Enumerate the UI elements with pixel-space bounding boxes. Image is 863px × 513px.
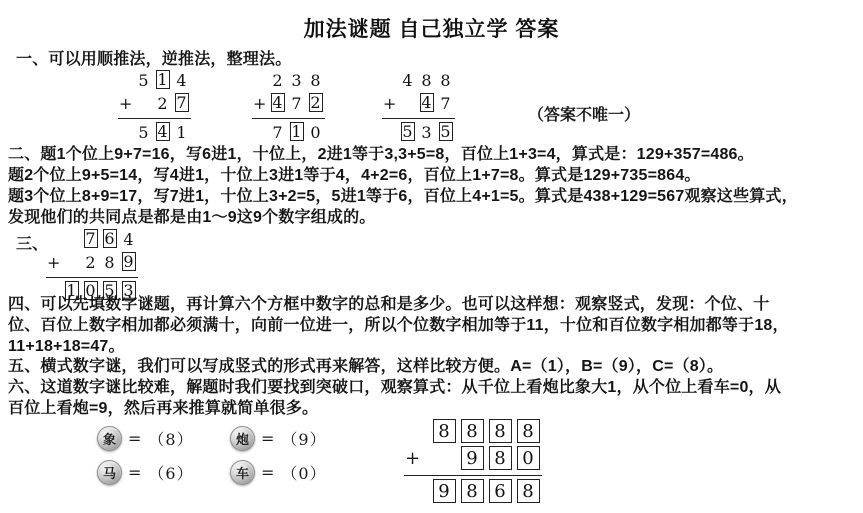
- boxed-digit: 0: [517, 446, 540, 470]
- digit: 3: [421, 123, 432, 142]
- piece-row-pao: [230, 426, 327, 451]
- page-title: 加法谜题 自己独立学 答案: [303, 18, 560, 41]
- boxed-digit: 2: [310, 93, 321, 112]
- boxed-digit: 8: [461, 479, 484, 503]
- section2-paragraph: [8, 144, 858, 228]
- addition-problem-5: [404, 419, 542, 504]
- digit: 7: [291, 94, 302, 113]
- boxed-digit: 4: [157, 122, 168, 141]
- xiangqi-piece-icon: 车: [230, 460, 255, 485]
- digit: 3: [291, 71, 302, 90]
- piece-row-xiang: [97, 426, 230, 451]
- digit: 2: [272, 71, 283, 90]
- equals-sign: =: [128, 429, 142, 448]
- addition-problem-3: [382, 70, 455, 143]
- section2-line-4: 发现他们的共同点是都是由1～9这9个数字组成的。: [8, 209, 376, 226]
- boxed-digit: 8: [461, 419, 484, 443]
- section6-line-2: 百位上看炮=9，然后再来推算就简单很多。: [8, 400, 319, 417]
- boxed-digit: 5: [402, 122, 413, 141]
- boxed-digit: 8: [489, 446, 512, 470]
- boxed-digit: 6: [104, 229, 115, 248]
- section4-line-1: 四、可以先填数字谜题，再计算六个方框中数字的总和是多少。也可以这样想：观察竖式，发现：个位、十: [8, 296, 770, 313]
- boxed-digit: 8: [433, 419, 456, 443]
- digit: 2: [85, 253, 96, 272]
- addition-problem-2: [252, 70, 325, 143]
- piece-value: （8）: [148, 430, 194, 449]
- equals-sign: =: [261, 429, 275, 448]
- boxed-digit: 7: [176, 93, 187, 112]
- equals-sign: =: [261, 463, 275, 482]
- boxed-digit: 9: [461, 446, 484, 470]
- xiangqi-piece-icon: 象: [97, 426, 122, 451]
- addition-problem-4: [46, 229, 138, 302]
- boxed-digit: 3: [123, 281, 134, 300]
- plus-sign: +: [47, 253, 61, 272]
- section2-line-1: 二、题1个位上9+7=16，写6进1，十位上，2进1等于3,3+5=8，百位上1+3=4，算式是：129+357=486。: [8, 146, 754, 163]
- plus-sign: +: [405, 448, 421, 469]
- plus-sign: +: [119, 94, 133, 113]
- boxed-digit: 1: [66, 281, 77, 300]
- piece-row-ma: [97, 460, 230, 485]
- boxed-digit: 9: [123, 252, 134, 271]
- piece-value: （9）: [281, 430, 327, 449]
- boxed-digit: 4: [421, 93, 432, 112]
- boxed-digit: 4: [272, 93, 283, 112]
- digit: 4: [402, 71, 413, 90]
- boxed-digit: 6: [489, 479, 512, 503]
- equals-sign: =: [128, 463, 142, 482]
- sum-line: [252, 118, 325, 119]
- boxed-digit: 5: [104, 281, 115, 300]
- boxed-digit: 8: [489, 419, 512, 443]
- xiangqi-piece-icon: 炮: [230, 426, 255, 451]
- section3-label: 三、: [16, 236, 49, 253]
- digit: 4: [176, 71, 187, 90]
- xiangqi-piece-icon: 马: [97, 460, 122, 485]
- digit: 5: [138, 123, 149, 142]
- boxed-digit: 0: [85, 281, 96, 300]
- digit: 8: [440, 71, 451, 90]
- section5-line-1: 五、横式数字谜，我们可以写成竖式的形式再来解答，这样比较方便。A=（1），B=（9），C=（8）。: [8, 358, 724, 375]
- boxed-digit: 7: [85, 229, 96, 248]
- digit: 8: [104, 253, 115, 272]
- section4-line-2: 位、百位上数字相加都必须满十，向前一位进一，所以个位数字相加等于11，十位和百位数字相加都等于18，: [8, 317, 789, 334]
- piece-row-che: [230, 460, 327, 485]
- section2-line-3: 题3个位上8+9=17，写7进1，十位上3+2=5，5进1等于6，百位上4+1=5。算式是438+129=567观察这些算式，: [8, 188, 798, 205]
- boxed-digit: 8: [517, 479, 540, 503]
- chess-piece-values: [97, 426, 327, 485]
- boxed-digit: 1: [291, 122, 302, 141]
- sum-line: [46, 277, 138, 278]
- digit: 2: [157, 94, 168, 113]
- digit: 7: [440, 94, 451, 113]
- digit: 0: [310, 123, 321, 142]
- section2-line-2: 题2个位上9+5=14，写4进1，十位上3进1等于4，4+2=6，百位上1+7=8。算式是129+735=864。: [8, 167, 701, 184]
- section1-heading: 一、可以用顺推法，逆推法，整理法。: [16, 51, 292, 68]
- plus-sign: +: [253, 94, 267, 113]
- sum-line: [404, 475, 542, 476]
- digit: 7: [272, 123, 283, 142]
- digit: 8: [421, 71, 432, 90]
- boxed-digit: 5: [440, 122, 451, 141]
- boxed-digit: 1: [157, 70, 168, 89]
- digit: 1: [176, 123, 187, 142]
- digit: 5: [138, 71, 149, 90]
- boxed-digit: 9: [433, 479, 456, 503]
- sum-line: [118, 118, 191, 119]
- piece-value: （0）: [281, 464, 327, 483]
- section6-paragraph: [8, 377, 858, 419]
- answer-not-unique-note: （答案不唯一）: [528, 107, 641, 124]
- digit: 8: [310, 71, 321, 90]
- section4-line-3: 11+18+18=47。: [8, 338, 125, 355]
- section5-paragraph: [8, 356, 858, 377]
- sum-line: [382, 118, 455, 119]
- piece-value: （6）: [148, 464, 194, 483]
- digit: 4: [123, 230, 134, 249]
- section6-line-1: 六、这道数字谜比较难，解题时我们要找到突破口，观察算式：从千位上看炮比象大1，从个位上看车=0，从: [8, 379, 781, 396]
- addition-problem-1: [118, 70, 191, 143]
- plus-sign: +: [383, 94, 397, 113]
- boxed-digit: 8: [517, 419, 540, 443]
- section4-paragraph: [8, 294, 858, 357]
